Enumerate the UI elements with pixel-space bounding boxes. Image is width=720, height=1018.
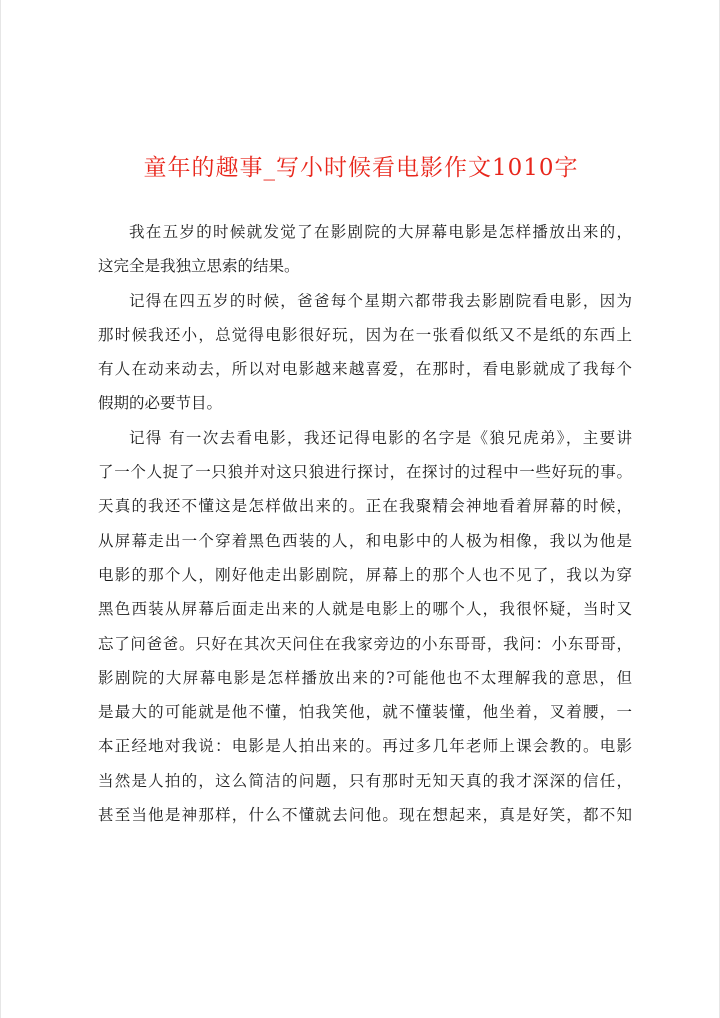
paragraph-line: 电影的那个人，刚好他走出影剧院，屏幕上的那个人也不见了，我以为穿 <box>98 565 632 584</box>
paragraph-line: 了一个人捉了一只狼并对这只狼进行探讨，在探讨的过程中一些好玩的事。 <box>98 463 632 482</box>
paragraph-1 <box>98 219 632 288</box>
paragraph-line: 甚至当他是神那样，什么不懂就去问他。现在想起来，真是好笑，都不知 <box>98 806 632 825</box>
paragraph-line: 黑色西装从屏幕后面走出来的人就是电影上的哪个人，我很怀疑，当时又 <box>98 600 632 619</box>
paragraph-2 <box>98 288 632 425</box>
paragraph-line: 有人在动来动去，所以对电影越来越喜爱，在那时，看电影就成了我每个 <box>98 360 632 379</box>
paragraph-line: 本正经地对我说：电影是人拍出来的。再过多几年老师上课会教的。电影 <box>98 737 632 756</box>
document-title: 童年的趣事_写小时候看电影作文1010字 <box>143 155 579 181</box>
paragraph-line: 影剧院的大屏幕电影是怎样播放出来的?可能他也不太理解我的意思，但 <box>98 668 632 687</box>
paragraph-line: 我在五岁的时候就发觉了在影剧院的大屏幕电影是怎样播放出来的， <box>129 223 632 241</box>
document-body <box>98 219 632 836</box>
paragraph-line: 忘了问爸爸。只好在其次天问住在我家旁边的小东哥哥，我问：小东哥哥， <box>98 634 632 653</box>
paragraph-line: 记得 有一次去看电影，我还记得电影的名字是《狼兄虎弟》，主要讲 <box>129 428 632 447</box>
paragraph-line: 记得在四五岁的时候，爸爸每个星期六都带我去影剧院看电影，因为 <box>129 291 632 310</box>
paragraph-line: 这完全是我独立思索的结果。 <box>98 257 300 276</box>
paragraph-line: 假期的必要节目。 <box>98 394 223 413</box>
paragraph-line: 那时候我还小，总觉得电影很好玩，因为在一张看似纸又不是纸的东西上 <box>98 325 632 344</box>
paragraph-line: 从屏幕走出一个穿着黑色西装的人，和电影中的人极为相像，我以为他是 <box>98 531 632 550</box>
paragraph-line: 是最大的可能就是他不懂，怕我笑他，就不懂装懂，他坐着，叉着腰，一 <box>98 703 632 722</box>
paragraph-line: 当然是人拍的，这么简洁的问题，只有那时无知天真的我才深深的信任， <box>98 771 632 790</box>
paragraph-line: 天真的我还不懂这是怎样做出来的。正在我聚精会神地看着屏幕的时候， <box>98 497 632 516</box>
paragraph-3 <box>98 425 632 837</box>
